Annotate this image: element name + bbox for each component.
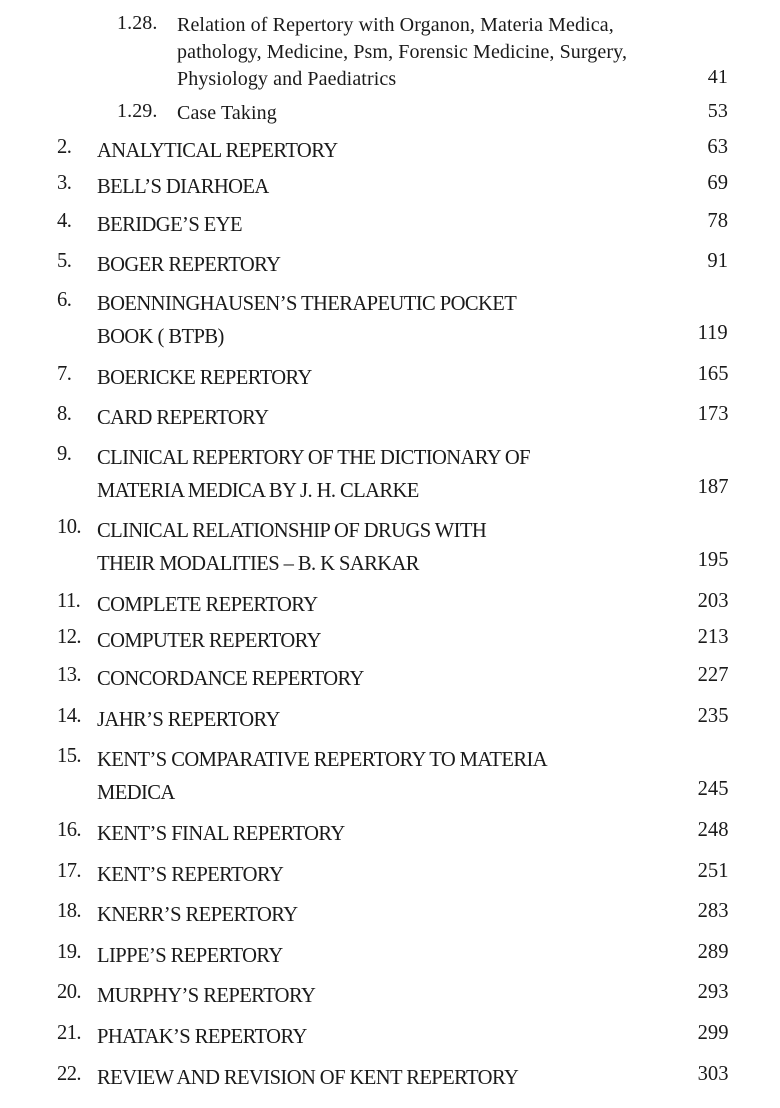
entry-title: REVIEW AND REVISION OF KENT REPERTORY [97, 1065, 519, 1089]
entry-title [97, 441, 530, 507]
entry-title-line: BOOK ( BTPB) [97, 324, 224, 348]
entry-title-line: Relation of Repertory with Organon, Materia Medica, [177, 14, 614, 36]
entry-page-number: 173 [697, 401, 728, 425]
entry-title [177, 12, 627, 93]
entry-title-line: Physiology and Paediatrics [177, 68, 397, 90]
entry-page-number: 293 [697, 979, 728, 1003]
entry-number: 13. [57, 662, 81, 686]
entry-title-line: MEDICA [97, 780, 175, 804]
entry-page-number: 119 [697, 320, 728, 344]
entry-page-number: 289 [697, 939, 728, 963]
entry-title: LIPPE’S REPERTORY [97, 943, 283, 967]
entry-page-number: 213 [697, 624, 728, 648]
entry-page-number: 91 [707, 248, 728, 272]
entry-number: 14. [57, 703, 81, 727]
entry-page-number: 187 [697, 474, 728, 498]
entry-title [97, 287, 516, 353]
entry-title: BELL’S DIARHOEA [97, 174, 269, 198]
entry-title: COMPLETE REPERTORY [97, 592, 318, 616]
entry-number: 1.28. [117, 12, 158, 34]
entry-title-line: THEIR MODALITIES – B. K SARKAR [97, 551, 419, 575]
entry-number: 5. [57, 248, 72, 272]
entry-page-number: 203 [697, 588, 728, 612]
entry-title: BOERICKE REPERTORY [97, 365, 312, 389]
entry-page-number: 299 [697, 1020, 728, 1044]
entry-number: 10. [57, 514, 81, 538]
entry-title: Case Taking [177, 102, 277, 124]
entry-page-number: 41 [707, 66, 728, 88]
entry-title: JAHR’S REPERTORY [97, 707, 280, 731]
entry-title [97, 514, 486, 580]
entry-number: 21. [57, 1020, 81, 1044]
entry-page-number: 245 [697, 776, 728, 800]
entry-page-number: 195 [697, 547, 728, 571]
entry-title: MURPHY’S REPERTORY [97, 983, 316, 1007]
entry-title-line: pathology, Medicine, Psm, Forensic Medicine, Surgery, [177, 41, 628, 63]
entry-number: 19. [57, 939, 81, 963]
entry-title: BOGER REPERTORY [97, 252, 281, 276]
entry-number: 22. [57, 1061, 81, 1085]
entry-title-line: BOENNINGHAUSEN’S THERAPEUTIC POCKET [97, 291, 517, 315]
entry-number: 20. [57, 979, 81, 1003]
entry-title: PHATAK’S REPERTORY [97, 1024, 307, 1048]
entry-page-number: 69 [707, 170, 728, 194]
entry-title: KENT’S FINAL REPERTORY [97, 821, 345, 845]
entry-title-line: KENT’S COMPARATIVE REPERTORY TO MATERIA [97, 747, 548, 771]
entry-page-number: 235 [697, 703, 728, 727]
entry-title-line: CLINICAL RELATIONSHIP OF DRUGS WITH [97, 518, 487, 542]
entry-number: 11. [57, 588, 81, 612]
entry-number: 2. [57, 134, 72, 158]
entry-number: 16. [57, 817, 81, 841]
entry-number: 1.29. [117, 100, 158, 122]
entry-number: 9. [57, 441, 72, 465]
entry-page-number: 283 [697, 898, 728, 922]
entry-title [97, 743, 547, 809]
entry-page-number: 53 [707, 100, 728, 122]
entry-page-number: 303 [697, 1061, 728, 1085]
entry-title: CONCORDANCE REPERTORY [97, 666, 364, 690]
entry-number: 18. [57, 898, 81, 922]
entry-number: 3. [57, 170, 72, 194]
entry-title-line: CLINICAL REPERTORY OF THE DICTIONARY OF [97, 445, 531, 469]
entry-page-number: 165 [697, 361, 728, 385]
entry-number: 8. [57, 401, 72, 425]
entry-title: ANALYTICAL REPERTORY [97, 138, 338, 162]
entry-page-number: 63 [707, 134, 728, 158]
entry-number: 6. [57, 287, 72, 311]
entry-page-number: 78 [707, 208, 728, 232]
entry-title: CARD REPERTORY [97, 405, 269, 429]
entry-title: BERIDGE’S EYE [97, 212, 242, 236]
entry-number: 4. [57, 208, 72, 232]
entry-page-number: 248 [697, 817, 728, 841]
entry-number: 15. [57, 743, 81, 767]
entry-number: 12. [57, 624, 81, 648]
entry-title: KENT’S REPERTORY [97, 862, 284, 886]
entry-title: KNERR’S REPERTORY [97, 902, 298, 926]
entry-title: COMPUTER REPERTORY [97, 628, 321, 652]
entry-number: 7. [57, 361, 72, 385]
entry-page-number: 227 [697, 662, 728, 686]
entry-title-line: MATERIA MEDICA BY J. H. CLARKE [97, 478, 419, 502]
entry-number: 17. [57, 858, 81, 882]
entry-page-number: 251 [697, 858, 728, 882]
